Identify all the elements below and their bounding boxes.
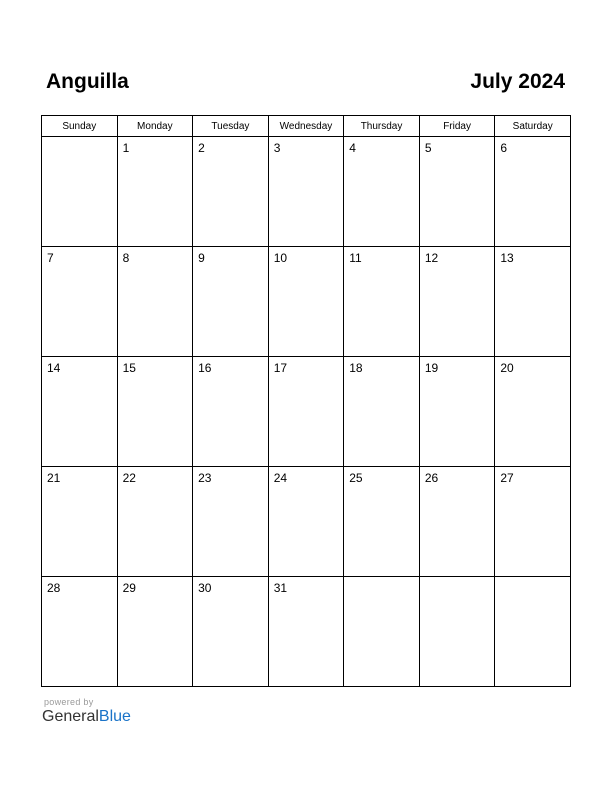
day-number [495, 577, 570, 581]
day-cell [268, 137, 344, 247]
day-number: 1 [122, 141, 130, 155]
day-number: 8 [122, 251, 130, 265]
day-cell [42, 247, 118, 357]
day-cell [495, 577, 571, 687]
day-number: 2 [198, 141, 205, 155]
day-number: 16 [198, 361, 212, 375]
day-number: 9 [198, 251, 205, 265]
brand-name-part2: Blue [98, 708, 131, 725]
week-row [42, 577, 571, 687]
day-cell [117, 357, 193, 467]
day-cell [419, 247, 495, 357]
day-number: 25 [349, 471, 363, 485]
day-number: 6 [500, 141, 508, 155]
day-cell [193, 137, 269, 247]
day-cell [344, 577, 420, 687]
day-number: 22 [122, 471, 136, 485]
weekday-header: Thursday [344, 116, 420, 137]
weekday-header-row [42, 116, 571, 137]
day-number: 4 [349, 141, 356, 155]
day-cell [495, 137, 571, 247]
day-cell [193, 467, 269, 577]
day-number: 17 [273, 361, 288, 375]
day-cell [419, 137, 495, 247]
day-cell [344, 247, 420, 357]
day-cell [344, 467, 420, 577]
weekday-header: Friday [419, 116, 495, 137]
day-cell [193, 247, 269, 357]
day-number: 21 [47, 471, 61, 485]
week-row [42, 137, 571, 247]
day-number: 30 [198, 581, 212, 595]
day-number: 12 [424, 251, 439, 265]
week-row [42, 357, 571, 467]
day-number: 27 [500, 471, 514, 485]
day-cell [268, 247, 344, 357]
day-cell [268, 577, 344, 687]
day-number [344, 577, 419, 581]
day-number: 31 [273, 581, 288, 595]
powered-by-label: powered by [44, 697, 94, 707]
day-cell [419, 357, 495, 467]
day-cell [495, 357, 571, 467]
day-cell [344, 357, 420, 467]
day-cell [268, 357, 344, 467]
day-number: 3 [273, 141, 281, 155]
weekday-header: Sunday [42, 116, 118, 137]
day-cell [117, 247, 193, 357]
day-cell [42, 357, 118, 467]
brand-name-part1: General [42, 708, 99, 725]
day-number: 20 [500, 361, 514, 375]
footer [42, 697, 131, 726]
day-cell [495, 247, 571, 357]
calendar-grid [41, 115, 571, 687]
day-number: 10 [273, 251, 288, 265]
day-cell [268, 467, 344, 577]
day-cell [193, 577, 269, 687]
day-number: 18 [349, 361, 363, 375]
day-cell [117, 577, 193, 687]
weekday-header: Wednesday [268, 116, 344, 137]
day-number: 24 [273, 471, 288, 485]
week-row [42, 467, 571, 577]
week-row [42, 247, 571, 357]
day-number: 15 [122, 361, 136, 375]
weekday-header: Monday [117, 116, 193, 137]
day-number: 14 [47, 361, 61, 375]
day-number: 7 [47, 251, 54, 265]
day-cell [419, 467, 495, 577]
day-number: 11 [349, 251, 362, 265]
day-number: 23 [198, 471, 212, 485]
day-number: 13 [500, 251, 514, 265]
day-cell [42, 467, 118, 577]
day-cell [42, 137, 118, 247]
weekday-header: Tuesday [193, 116, 269, 137]
day-number: 19 [424, 361, 439, 375]
day-cell [117, 137, 193, 247]
day-cell [117, 467, 193, 577]
day-cell [495, 467, 571, 577]
day-cell [344, 137, 420, 247]
day-number [42, 137, 117, 141]
day-number: 29 [122, 581, 136, 595]
generalblue-logo[interactable] [42, 708, 131, 726]
day-number [420, 577, 495, 581]
day-number: 5 [424, 141, 432, 155]
day-number: 26 [424, 471, 439, 485]
day-cell [419, 577, 495, 687]
month-year-title: July 2024 [470, 70, 565, 93]
day-cell [42, 577, 118, 687]
country-title: Anguilla [46, 70, 129, 93]
day-cell [193, 357, 269, 467]
day-number: 28 [47, 581, 61, 595]
weekday-header: Saturday [495, 116, 571, 137]
